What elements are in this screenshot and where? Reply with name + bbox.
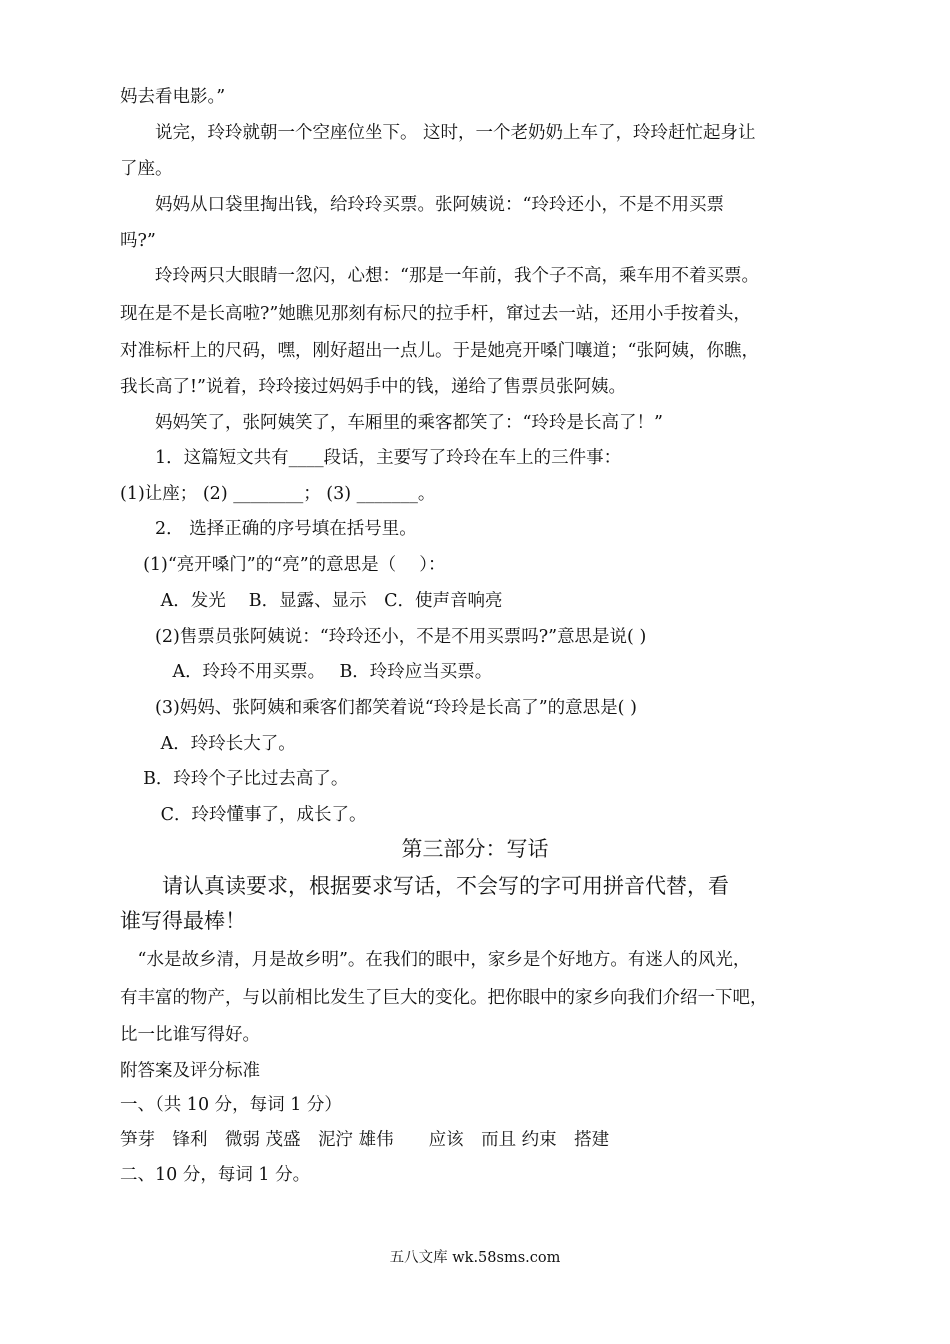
option-c: C．玲玲懂事了，成长了。: [120, 805, 367, 825]
question-2-1-options: A．发光 B．显露、显示 C．使声音响亮: [120, 591, 503, 611]
text-line: 妈去看电影。”: [120, 87, 226, 107]
question-2-2: (2)售票员张阿姨说：“玲玲还小，不是不用买票吗?”意思是说( ): [120, 627, 647, 647]
essay-text: 比一比谁写得好。: [120, 1025, 260, 1045]
section-title: 第三部分：写话: [401, 837, 549, 861]
answer-line: 笋芽 锋利 微弱 茂盛 泥泞 雄伟 应该 而且 约束 搭建: [120, 1130, 610, 1150]
question-2: 2． 选择正确的序号填在括号里。: [120, 519, 417, 539]
writing-prompt: 谁写得最棒！: [120, 909, 246, 933]
question-2-1: (1)“亮开嗓门”的“亮”的意思是（ ）：: [120, 555, 446, 575]
answer-line: 一、（共 10 分，每词 1 分）: [120, 1095, 342, 1115]
essay-text: “水是故乡清，月是故乡明”。在我们的眼中，家乡是个好地方。有迷人的风光，: [120, 950, 751, 970]
option-a: A．玲玲长大了。: [120, 734, 296, 754]
option-b: B．玲玲个子比过去高了。: [120, 769, 349, 789]
text-line: 妈妈笑了，张阿姨笑了，车厢里的乘客都笑了：“玲玲是长高了！”: [120, 413, 663, 433]
essay-text: 有丰富的物产，与以前相比发生了巨大的变化。把你眼中的家乡向我们介绍一下吧，: [120, 988, 768, 1008]
text-line: 现在是不是长高啦?”她瞧见那刻有标尺的拉手杆，窜过去一站，还用小手按着头，: [120, 304, 751, 324]
text-line: 对准标杆上的尺码，嘿，刚好超出一点儿。于是她亮开嗓门嚷道；“张阿姨，你瞧，: [120, 341, 759, 361]
footer-text: 五八文库 wk.58sms.com: [389, 1250, 561, 1266]
text-line: 说完，玲玲就朝一个空座位坐下。 这时，一个老奶奶上车了，玲玲赶忙起身让: [120, 123, 756, 143]
question-2-3: (3)妈妈、张阿姨和乘客们都笑着说“玲玲是长高了”的意思是( ): [120, 698, 637, 718]
text-line: 我长高了!”说着，玲玲接过妈妈手中的钱，递给了售票员张阿姨。: [120, 377, 626, 397]
answer-line: 二、10 分，每词 1 分。: [120, 1165, 311, 1185]
question-1-blanks: (1)让座； (2) ________； (3) _______。: [120, 484, 436, 504]
question-1: 1．这篇短文共有____段话，主要写了玲玲在车上的三件事：: [120, 448, 622, 468]
text-line: 妈妈从口袋里掏出钱，给玲玲买票。张阿姨说：“玲玲还小，不是不用买票: [120, 195, 724, 215]
text-line: 吗?”: [120, 231, 156, 251]
answer-heading: 附答案及评分标准: [120, 1061, 260, 1081]
text-line: 玲玲两只大眼睛一忽闪，心想：“那是一年前，我个子不高，乘车用不着买票。: [120, 266, 759, 286]
text-line: 了座。: [120, 159, 173, 179]
question-2-2-options: A．玲玲不用买票。 B．玲玲应当买票。: [120, 662, 493, 682]
writing-prompt: 请认真读要求，根据要求写话，不会写的字可用拼音代替，看: [120, 874, 729, 898]
